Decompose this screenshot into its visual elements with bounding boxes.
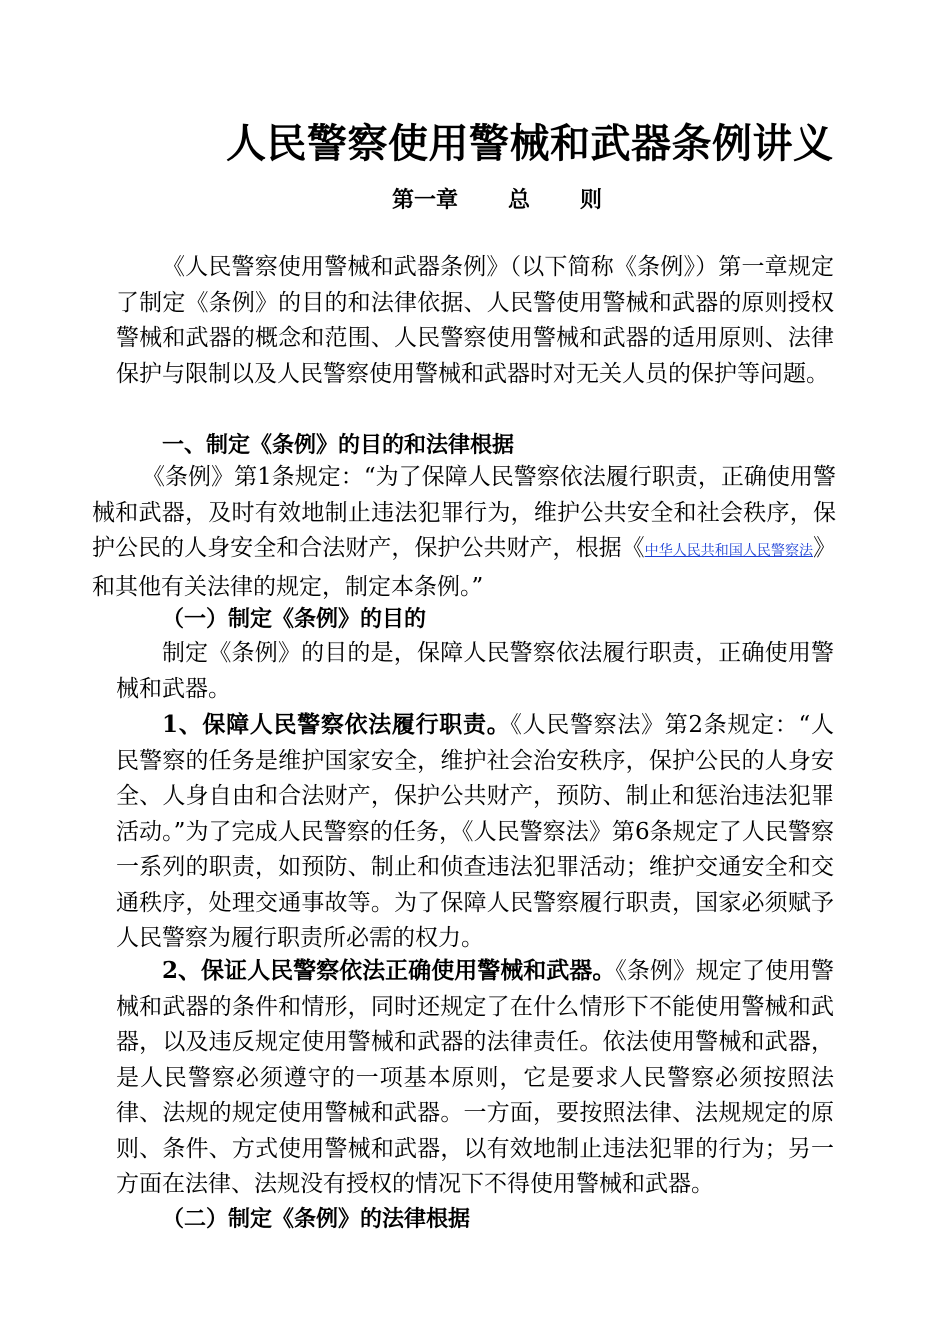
document-title: 人民警察使用警械和武器条例讲义: [226, 120, 834, 167]
point-1-paragraph: [116, 707, 834, 957]
chapter-name-first: 总: [508, 187, 531, 213]
chapter-number: 第一章: [392, 187, 459, 213]
point-1-lead: 1、保障人民警察依法履行职责。: [162, 711, 511, 738]
point-2-text: 《条例》规定了使用警械和武器的条件和情形，同时还规定了在什么情形下不能使用警械和武器，以及违反规定使用警械和武器的法律责任。依法使用警械和武器，是人民警察必须遵守的一项基本原则，它是要求人民警察必须按照法律、法规的规定使用警械和武器。一方面，要按照法律、法规规定的原则、条件、方式使用警械和武器，以有效地制止违法犯罪的行为；另一方面在法律、法规没有授权的情况下不得使用警械和武器。: [116, 958, 834, 1197]
chapter-name-second: 则: [580, 187, 603, 213]
point-2-paragraph: [116, 953, 834, 1203]
purpose-paragraph: 制定《条例》的目的是，保障人民警察依法履行职责，正确使用警械和武器。: [116, 640, 834, 702]
article-1-paragraph: [92, 460, 836, 605]
article-1-text-after-link: 》和其他有关法律的规定，制定本条例。”: [92, 535, 837, 600]
intro-paragraph: 《人民警察使用警械和武器条例》（以下简称《条例》）第一章规定了制定《条例》的目的和法律依据、人民警使用警械和武器的原则授权警械和武器的概念和范围、人民警察使用警械和武器的适用原则、法律保护与限制以及人民警察使用警械和武器时对无关人员的保护等问题。: [116, 254, 834, 387]
section-heading-purpose-and-basis: 一、制定《条例》的目的和法律根据: [162, 432, 515, 458]
chapter-heading: [392, 183, 602, 214]
subsection-heading-purpose: （一）制定《条例》的目的: [162, 606, 427, 632]
subsection-heading-legal-basis: （二）制定《条例》的法律根据: [162, 1206, 471, 1232]
police-law-link[interactable]: 中华人民共和国人民警察法: [644, 543, 814, 559]
point-1-text: 《人民警察法》第2条规定：“人民警察的任务是维护国家安全，维护社会治安秩序，保护公民的人身安全、人身自由和合法财产，保护公共财产，预防、制止和惩治违法犯罪活动。”为了完成人民警察的任务，《人民警察法》第6条规定了人民警察一系列的职责，如预防、制止和侦查违法犯罪活动；维护交通安全和交通秩序，处理交通事故等。为了保障人民警察履行职责，国家必须赋予人民警察为履行职责所必需的权力。: [116, 712, 834, 951]
point-2-lead: 2、保证人民警察依法正确使用警械和武器。: [162, 957, 616, 984]
article-1-text-before-link: 《条例》第1条规定：“为了保障人民警察依法履行职责，正确使用警械和武器，及时有效地制止违法犯罪行为，维护公共安全和社会秩序，保护公民的人身安全和合法财产，保护公共财产，根据《: [92, 464, 836, 561]
